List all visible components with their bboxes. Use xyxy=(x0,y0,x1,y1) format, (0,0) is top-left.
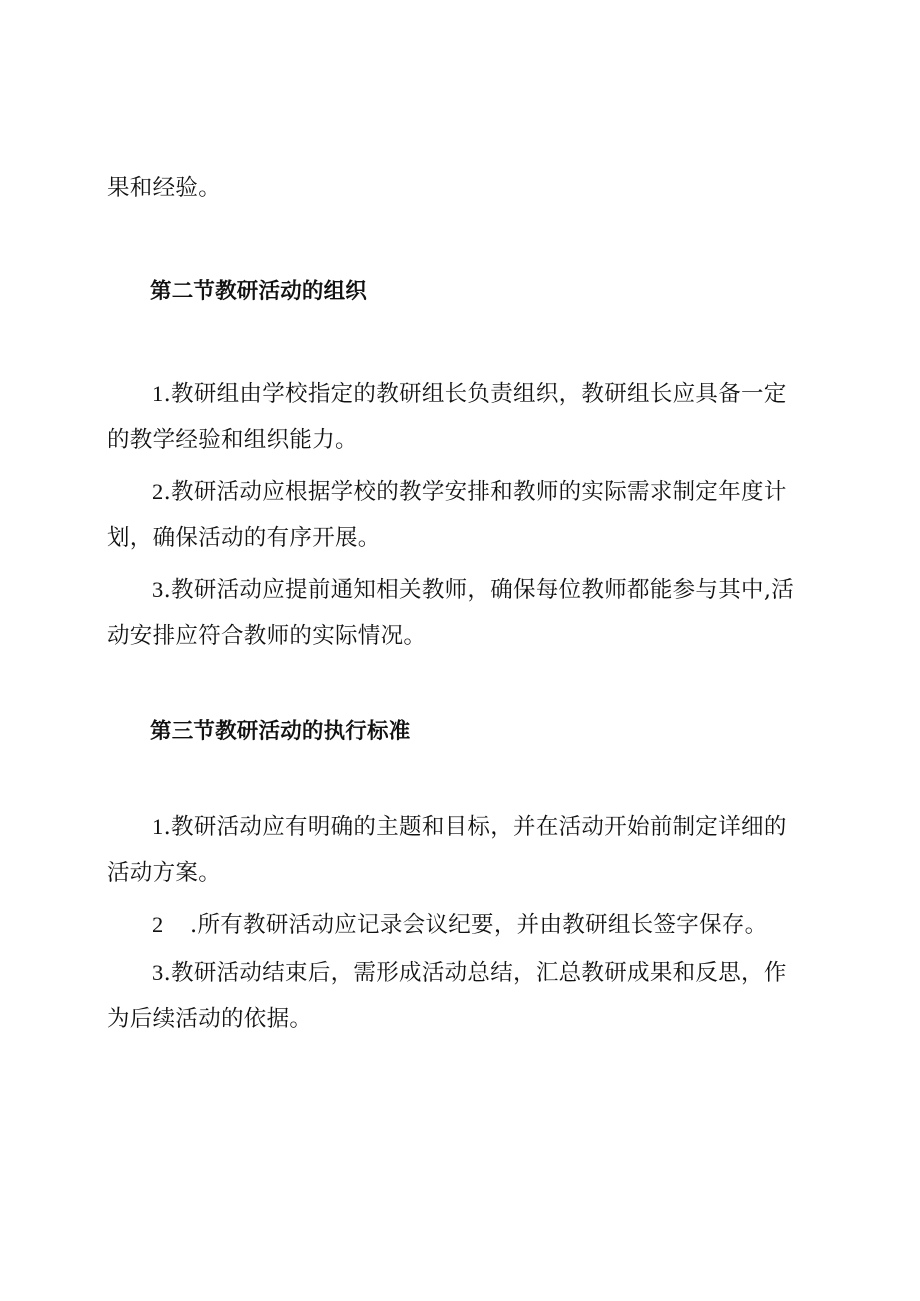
section-3-item-1-line-2: 活动方案。 xyxy=(107,860,222,886)
item-number: 2 xyxy=(152,912,164,937)
item-text: .教研活动应提前通知相关教师，确保每位教师都能参与其中,活 xyxy=(163,577,795,603)
item-text: .教研活动结束后，需形成活动总结，汇总教研成果和反思，作 xyxy=(163,960,787,986)
section-3-item-1-line-1 xyxy=(152,811,787,843)
item-text: .教研活动应根据学校的教学安排和教师的实际需求制定年度计 xyxy=(163,479,787,505)
section-3-heading: 第三节教研活动的执行标准 xyxy=(150,719,411,744)
item-text: .所有教研活动应记录会议纪要，并由教研组长签字保存。 xyxy=(190,912,768,938)
section-2-item-3-line-2: 动安排应符合教师的实际情况。 xyxy=(107,623,427,649)
item-number: 2 xyxy=(152,479,164,504)
item-number: 1 xyxy=(152,814,164,839)
section-3-item-3-line-2: 为后续活动的依据。 xyxy=(107,1006,313,1032)
item-number: 3 xyxy=(152,960,164,985)
section-2-item-1-line-2: 的教学经验和组织能力。 xyxy=(107,427,358,453)
item-text: .教研组由学校指定的教研组长负责组织，教研组长应具备一定 xyxy=(163,381,787,407)
continuation-text: 果和经验。 xyxy=(107,175,222,201)
item-text: .教研活动应有明确的主题和目标，并在活动开始前制定详细的 xyxy=(163,814,787,840)
section-2-item-2-line-1 xyxy=(152,476,787,508)
section-3-item-3-line-1 xyxy=(152,957,787,989)
section-2-item-1-line-1 xyxy=(152,378,787,410)
item-number: 3 xyxy=(152,577,164,602)
section-3-item-2-line-1 xyxy=(152,909,767,941)
section-2-item-3-line-1 xyxy=(152,574,794,606)
item-number: 1 xyxy=(152,381,164,406)
section-2-item-2-line-2: 划，确保活动的有序开展。 xyxy=(107,525,381,551)
section-2-heading: 第二节教研活动的组织 xyxy=(150,279,368,304)
